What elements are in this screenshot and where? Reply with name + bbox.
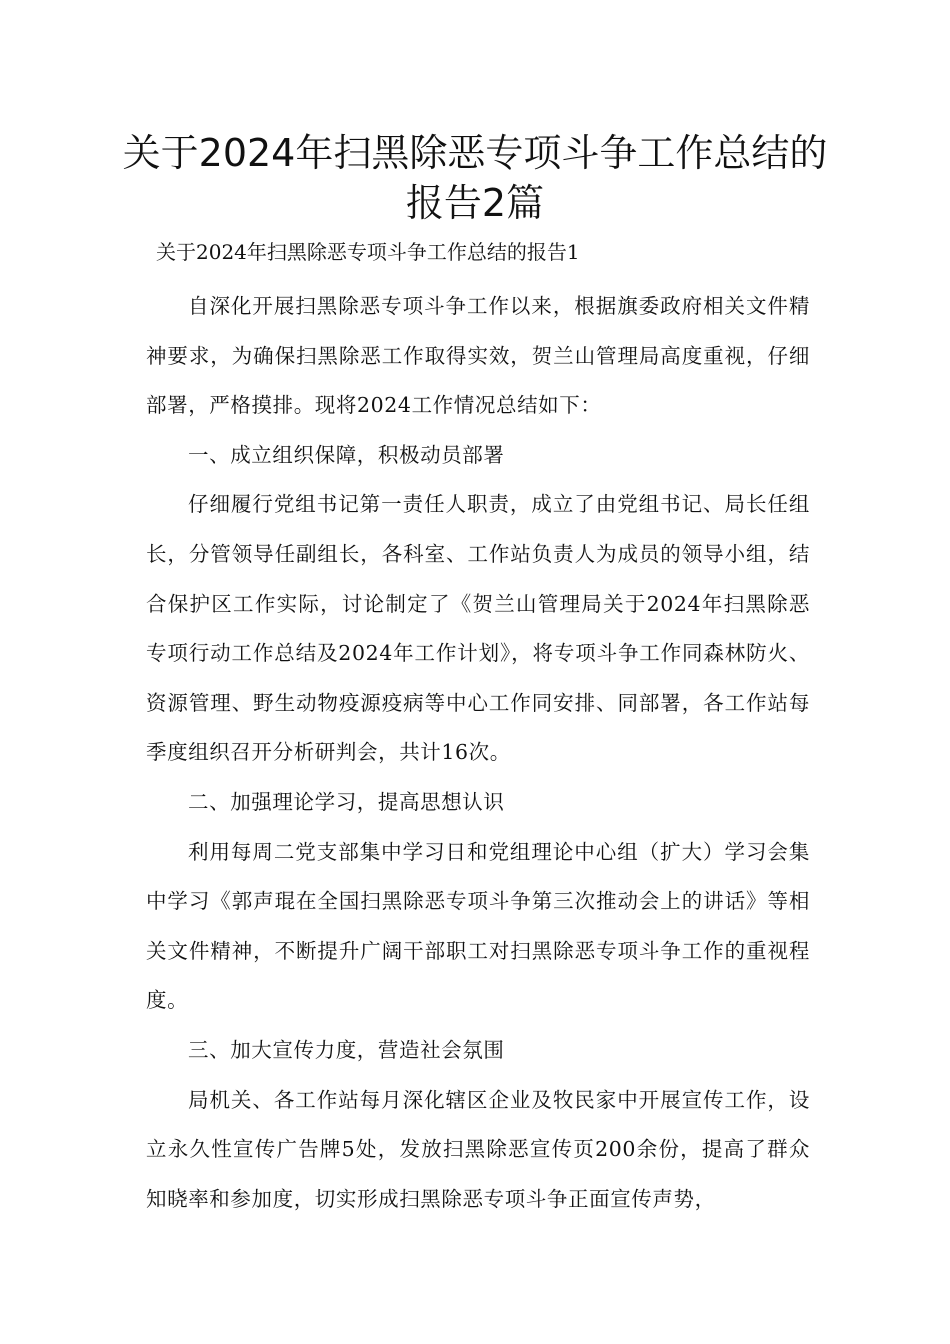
document-subtitle: 关于2024年扫黑除恶专项斗争工作总结的报告1 (156, 240, 580, 264)
paragraph-intro: 自深化开展扫黑除恶专项斗争工作以来，根据旗委政府相关文件精神要求，为确保扫黑除恶工作取得实效，贺兰山管理局高度重视，仔细部署，严格摸排。现将2024工作情况总结如下： (146, 294, 810, 418)
document-body (146, 282, 810, 1224)
document-title: 关于2024年扫黑除恶专项斗争工作总结的报告2篇 (122, 131, 828, 225)
section-heading-2: 二、加强理论学习，提高思想认识 (188, 789, 505, 814)
section-heading-3: 三、加大宣传力度，营造社会氛围 (188, 1037, 505, 1062)
paragraph-section-2: 利用每周二党支部集中学习日和党组理论中心组（扩大）学习会集中学习《郭声琨在全国扫黑除恶专项斗争第三次推动会上的讲话》等相关文件精神，不断提升广阔干部职工对扫黑除恶专项斗争工作的重视程度。 (146, 839, 810, 1013)
paragraph-section-3: 局机关、各工作站每月深化辖区企业及牧民家中开展宣传工作，设立永久性宣传广告牌5处，发放扫黑除恶宣传页200余份，提高了群众知晓率和参加度，切实形成扫黑除恶专项斗争正面宣传声势， (146, 1087, 810, 1211)
paragraph-section-1: 仔细履行党组书记第一责任人职责，成立了由党组书记、局长任组长，分管领导任副组长，各科室、工作站负责人为成员的领导小组，结合保护区工作实际，讨论制定了《贺兰山管理局关于2024年扫黑除恶专项行动工作总结及2024年工作计划》，将专项斗争工作同森林防火、资源管理、野生动物疫源疫病等中心工作同安排、同部署，各工作站每季度组织召开分析研判会，共计16次。 (146, 492, 810, 765)
section-heading-1: 一、成立组织保障，积极动员部署 (188, 442, 505, 467)
